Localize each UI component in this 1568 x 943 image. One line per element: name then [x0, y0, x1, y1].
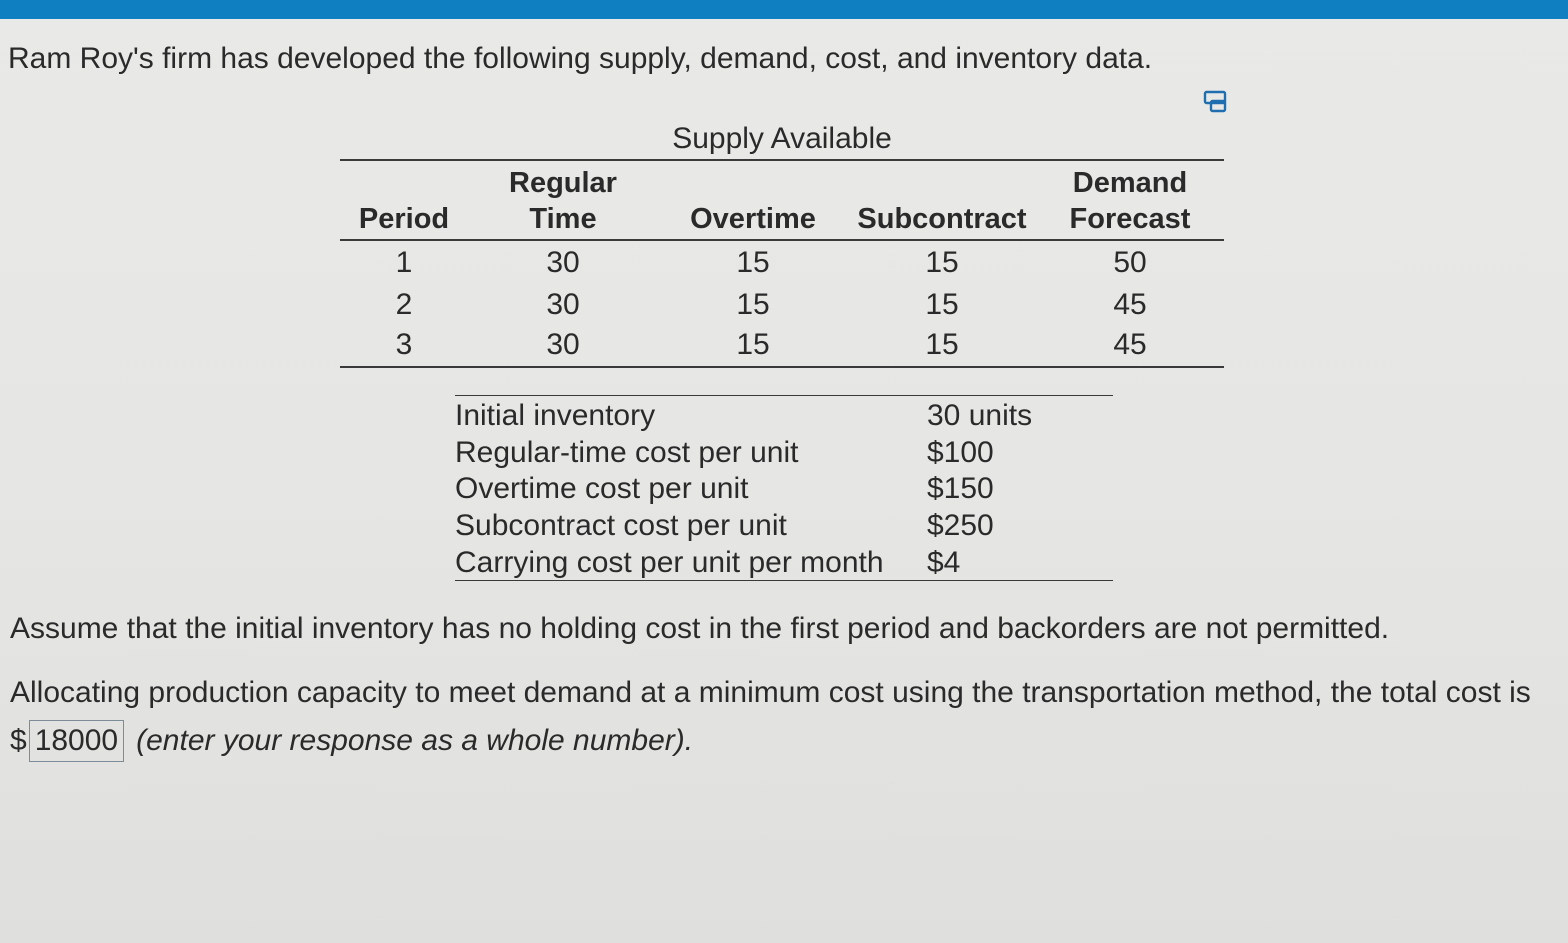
table-header-rule — [340, 239, 1224, 241]
total-cost-answer-field[interactable]: 18000 — [29, 720, 124, 762]
table-top-rule — [340, 159, 1224, 161]
currency-symbol: $ — [10, 724, 27, 757]
row1-regular: 30 — [546, 246, 580, 279]
cost-label-regular-time: Regular-time cost per unit — [455, 436, 799, 469]
row1-overtime: 15 — [736, 246, 770, 279]
row3-regular: 30 — [546, 328, 580, 361]
row2-period: 2 — [395, 288, 413, 321]
cost-label-initial-inventory: Initial inventory — [455, 399, 656, 432]
row1-period: 1 — [395, 246, 413, 279]
cost-value-subcontract: $250 — [927, 509, 994, 542]
row3-demand: 45 — [1113, 328, 1147, 361]
cost-label-carrying: Carrying cost per unit per month — [455, 546, 884, 579]
header-period: Period — [358, 203, 450, 235]
cost-label-overtime: Overtime cost per unit — [455, 472, 749, 505]
cost-label-subcontract: Subcontract cost per unit — [455, 509, 787, 542]
row1-subcontract: 15 — [925, 246, 959, 279]
row3-period: 3 — [395, 328, 413, 361]
header-regular-line1: Regular — [509, 167, 617, 199]
row1-demand: 50 — [1113, 246, 1147, 279]
cost-value-carrying: $4 — [927, 546, 961, 579]
assumption-text: Assume that the initial inventory has no holding cost in the first period and backorders are not permitted. — [10, 612, 1390, 645]
intro-text: Ram Roy's firm has developed the following supply, demand, cost, and inventory data. — [8, 42, 1153, 75]
header-regular-line2: Time — [529, 203, 597, 235]
cost-table-bottom-rule — [455, 580, 1113, 581]
answer-line — [10, 720, 693, 762]
cost-value-regular-time: $100 — [927, 436, 994, 469]
supply-available-heading: Supply Available — [672, 122, 892, 155]
copy-data-icon[interactable] — [1201, 88, 1231, 114]
cost-value-overtime: $150 — [927, 472, 994, 505]
row2-overtime: 15 — [736, 288, 770, 321]
top-bar — [0, 0, 1568, 19]
header-demand-line2: Forecast — [1069, 203, 1191, 235]
table-bottom-rule — [340, 366, 1224, 368]
row2-subcontract: 15 — [925, 288, 959, 321]
row2-demand: 45 — [1113, 288, 1147, 321]
row2-regular: 30 — [546, 288, 580, 321]
header-subcontract: Subcontract — [857, 203, 1027, 235]
row3-subcontract: 15 — [925, 328, 959, 361]
header-overtime: Overtime — [690, 203, 816, 235]
cost-value-initial-inventory: 30 units — [927, 399, 1033, 432]
allocation-question-text: Allocating production capacity to meet demand at a minimum cost using the transportation method, the total cost is — [10, 676, 1531, 709]
row3-overtime: 15 — [736, 328, 770, 361]
header-demand-line1: Demand — [1072, 167, 1188, 199]
answer-instruction: (enter your response as a whole number). — [136, 724, 694, 757]
cost-table-top-rule — [455, 395, 1113, 396]
